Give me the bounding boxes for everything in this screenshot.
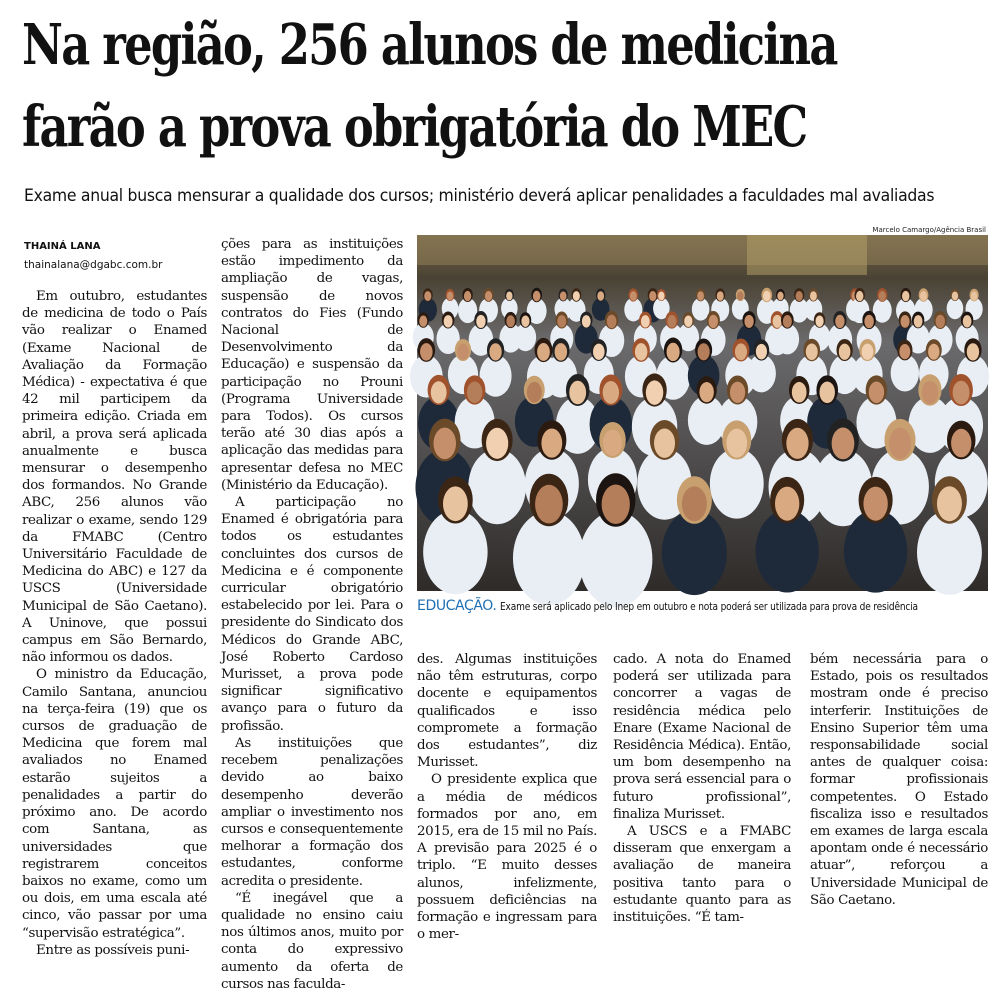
student-face [699, 382, 713, 402]
student-face [792, 382, 807, 403]
student-face [443, 486, 468, 521]
photo-caption [417, 598, 992, 614]
student-face [485, 291, 492, 301]
paragraph: As instituições que recebem penalizações devido ao baixo desempenho deverão ampliar o investimento nos cursos e consequentemente melhorar a formação dos estudantes, conforme acredita o presidente. [221, 735, 403, 889]
student-face [560, 291, 567, 300]
student-face [506, 291, 512, 300]
article-column-5 [810, 651, 988, 909]
student-face [603, 430, 622, 456]
student-face [737, 291, 743, 300]
student-face [603, 381, 619, 404]
student-face [920, 291, 927, 301]
student-face [667, 315, 676, 328]
student-face [951, 429, 971, 457]
student-face [431, 381, 447, 403]
student-face [569, 381, 586, 405]
student-face [527, 382, 542, 403]
student-face [641, 315, 650, 327]
student-face [602, 484, 630, 523]
article-column-2 [221, 236, 403, 993]
student-face [535, 485, 563, 524]
student-face [444, 315, 453, 328]
student-face [486, 428, 508, 459]
subheadline: Exame anual busca mensurar a qualidade dos cursos; ministério deverá aplicar penalidades a faculdades mal avaliadas [24, 186, 935, 206]
student-face [649, 291, 656, 301]
photo-credit: Marcelo Camargo/Agência Brasil [872, 226, 986, 234]
student-face [735, 343, 747, 360]
student-face [816, 316, 824, 327]
student-face [744, 315, 753, 328]
student-face [635, 343, 647, 360]
student-face [667, 343, 680, 361]
student-face [963, 315, 972, 327]
student-face [464, 291, 471, 301]
headline [22, 4, 982, 168]
student-face [646, 380, 663, 404]
student-face [684, 315, 692, 327]
student-face [521, 315, 529, 327]
article-column-4 [613, 651, 791, 926]
student-face [717, 291, 724, 301]
student-face [419, 316, 427, 327]
student-face [489, 343, 501, 360]
student-face [607, 315, 617, 329]
student-face [869, 382, 884, 404]
student-face [682, 486, 707, 521]
student-face [506, 315, 515, 327]
student-face [806, 343, 818, 360]
student-face [922, 381, 939, 404]
student-face [593, 344, 605, 360]
paragraph: des. Algumas instituições não têm estruturas, corpo docente e equipamentos qualificados e isso compromete a formação dos estudantes”, diz Murisset. [417, 652, 597, 771]
article-column-1 [22, 288, 207, 959]
student-face [709, 315, 718, 328]
student-face [862, 344, 874, 360]
paragraph: A USCS e a FMABC disseram que enxergam a avaliação de maneira positiva tanto para o estudante quanto para as instituições. “É tam- [613, 824, 791, 926]
student-face [819, 382, 834, 404]
student-face [467, 382, 482, 404]
student-face [856, 291, 863, 301]
paragraph: Entre as possíveis puni- [36, 942, 190, 958]
student-face [447, 291, 453, 300]
student-face [936, 315, 945, 328]
student-face [557, 315, 566, 327]
student-face [654, 428, 675, 457]
student-face [697, 291, 704, 300]
student-face [777, 292, 783, 301]
student-face [863, 487, 887, 521]
headline-line-2: farão a prova obrigatória do MEC [22, 94, 807, 160]
student-face [928, 344, 939, 360]
student-face [796, 291, 803, 301]
student-face [457, 344, 469, 360]
student-face [597, 291, 604, 301]
student-face [420, 343, 433, 361]
student-face [698, 343, 710, 360]
student-face [839, 344, 851, 360]
student-face [953, 381, 970, 405]
student-face [573, 291, 580, 301]
student-face [763, 291, 771, 302]
student-face [899, 344, 910, 359]
news-photo [417, 235, 988, 591]
student-face [630, 291, 637, 301]
caption-text: Exame será aplicado pelo Inep em outubro e nota poderá ser utilizada para prova de residência [499, 601, 918, 613]
student-face [756, 344, 767, 360]
student-face [533, 291, 541, 302]
student-face [889, 428, 911, 459]
student-face [773, 315, 782, 328]
paragraph: ções para as instituições estão impedimento da ampliação de vagas, suspensão de novos contratos do Fies (Fundo Nacional de Desenvolvimento da Educação) e suspensão da participação no Prouni (Programa Universidade para Todos). Os cursos terão até 30 dias após a aplicação das medidas para apresentar defesa no MEC (Ministério da Educação). [221, 237, 403, 493]
student-face [902, 291, 909, 301]
student-face [582, 315, 591, 327]
student-face [658, 291, 664, 300]
student-face [835, 315, 844, 328]
paragraph: cado. A nota do Enamed poderá ser utilizada para concorrer a vagas de residência médica pelo Enare (Exame Nacional de Residência Médica). Então, um bom desempenho na prova será essencial para o futuro profissional”, finaliza Murisset. [613, 652, 791, 822]
student-face [971, 291, 978, 300]
student-face [879, 291, 886, 301]
student-face [914, 315, 923, 327]
student-face [726, 429, 747, 458]
student-face [537, 343, 550, 361]
student-face [900, 315, 909, 328]
paragraph: “É inegável que a qualidade no ensino caiu nos últimos anos, muito por conta do expressivo aumento da oferta de cursos nas faculda- [221, 890, 403, 992]
student-face [555, 343, 568, 361]
headline-line-1: Na região, 256 alunos de medicina [22, 12, 837, 78]
student-face [937, 486, 962, 521]
student-face [541, 429, 562, 458]
student-face [783, 315, 792, 328]
student-face [967, 343, 979, 360]
caption-tag: EDUCAÇÃO. [417, 598, 497, 614]
student-face [786, 428, 808, 459]
student-face [730, 382, 745, 403]
byline-email: thainalana@dgabc.com.br [24, 259, 163, 271]
article-column-3 [417, 651, 597, 943]
student-face [832, 428, 855, 460]
paragraph: A participação no Enamed é obrigatória para todos os estudantes concluintes dos cursos de Medicina e é componente curricular obrigatório estabelecido por lei. Para o presidente do Sindicato dos Médicos do Grande ABC, José Roberto Cardoso Murisset, a prova pode significar significativo avanço para o futuro da profissão. [221, 495, 403, 734]
student-face [433, 428, 456, 460]
student-face [864, 315, 874, 328]
byline-author: THAINÁ LANA [24, 241, 101, 252]
paragraph: bém necessária para o Estado, pois os resultados mostram onde é preciso interferir. Instituições de Ensino Superior têm uma responsabilidade social antes de qualquer coisa: formar profissionais competentes. O Estado fiscaliza isso e resultados em exames de larga escala apontam onde é necessário atuar”, reforçou a Universidade Municipal de São Caetano. [810, 652, 988, 908]
student-face [810, 291, 817, 301]
crowd-photo-illustration [417, 235, 988, 591]
student-face [424, 291, 431, 301]
paragraph: Em outubro, estudantes de medicina de todo o País vão realizar o Enamed (Exame Nacional de Avaliação da Formação Médica) - expectativa é que 42 mil participem da primeira edição. Criada em abril, a prova será aplicada anualmente e busca mensurar o desempenho dos formandos. No Grande ABC, 256 alunos vão realizar o exame, sendo 129 da FMABC (Centro Universitário Faculdade de Medicina do ABC) e 127 da USCS (Universidade Municipal de São Caetano). A Uninove, que possui campus em São Bernardo, não informou os dados. [22, 289, 207, 666]
student-face [775, 487, 799, 521]
paragraph: O presidente explica que a média de médicos formados por ano, em 2015, era de 15 mil no País. A previsão para 2025 é o triplo. “E muito desses alunos, infelizmente, possuem deficiências na formação e ingressam para o mer- [417, 772, 597, 943]
student-face [476, 315, 485, 328]
student-face [952, 291, 958, 300]
paragraph: O ministro da Educação, Camilo Santana, anunciou na terça-feira (19) que os cursos de graduação de Medicina que forem mal avaliados no Enamed estarão sujeitos a penalidades a partir do próximo ano. De acordo com Santana, as universidades que registrarem conceitos baixos no exame, como um ou dois, em uma escala até cinco, vão passar por uma “supervisão estratégica”. [22, 667, 207, 941]
